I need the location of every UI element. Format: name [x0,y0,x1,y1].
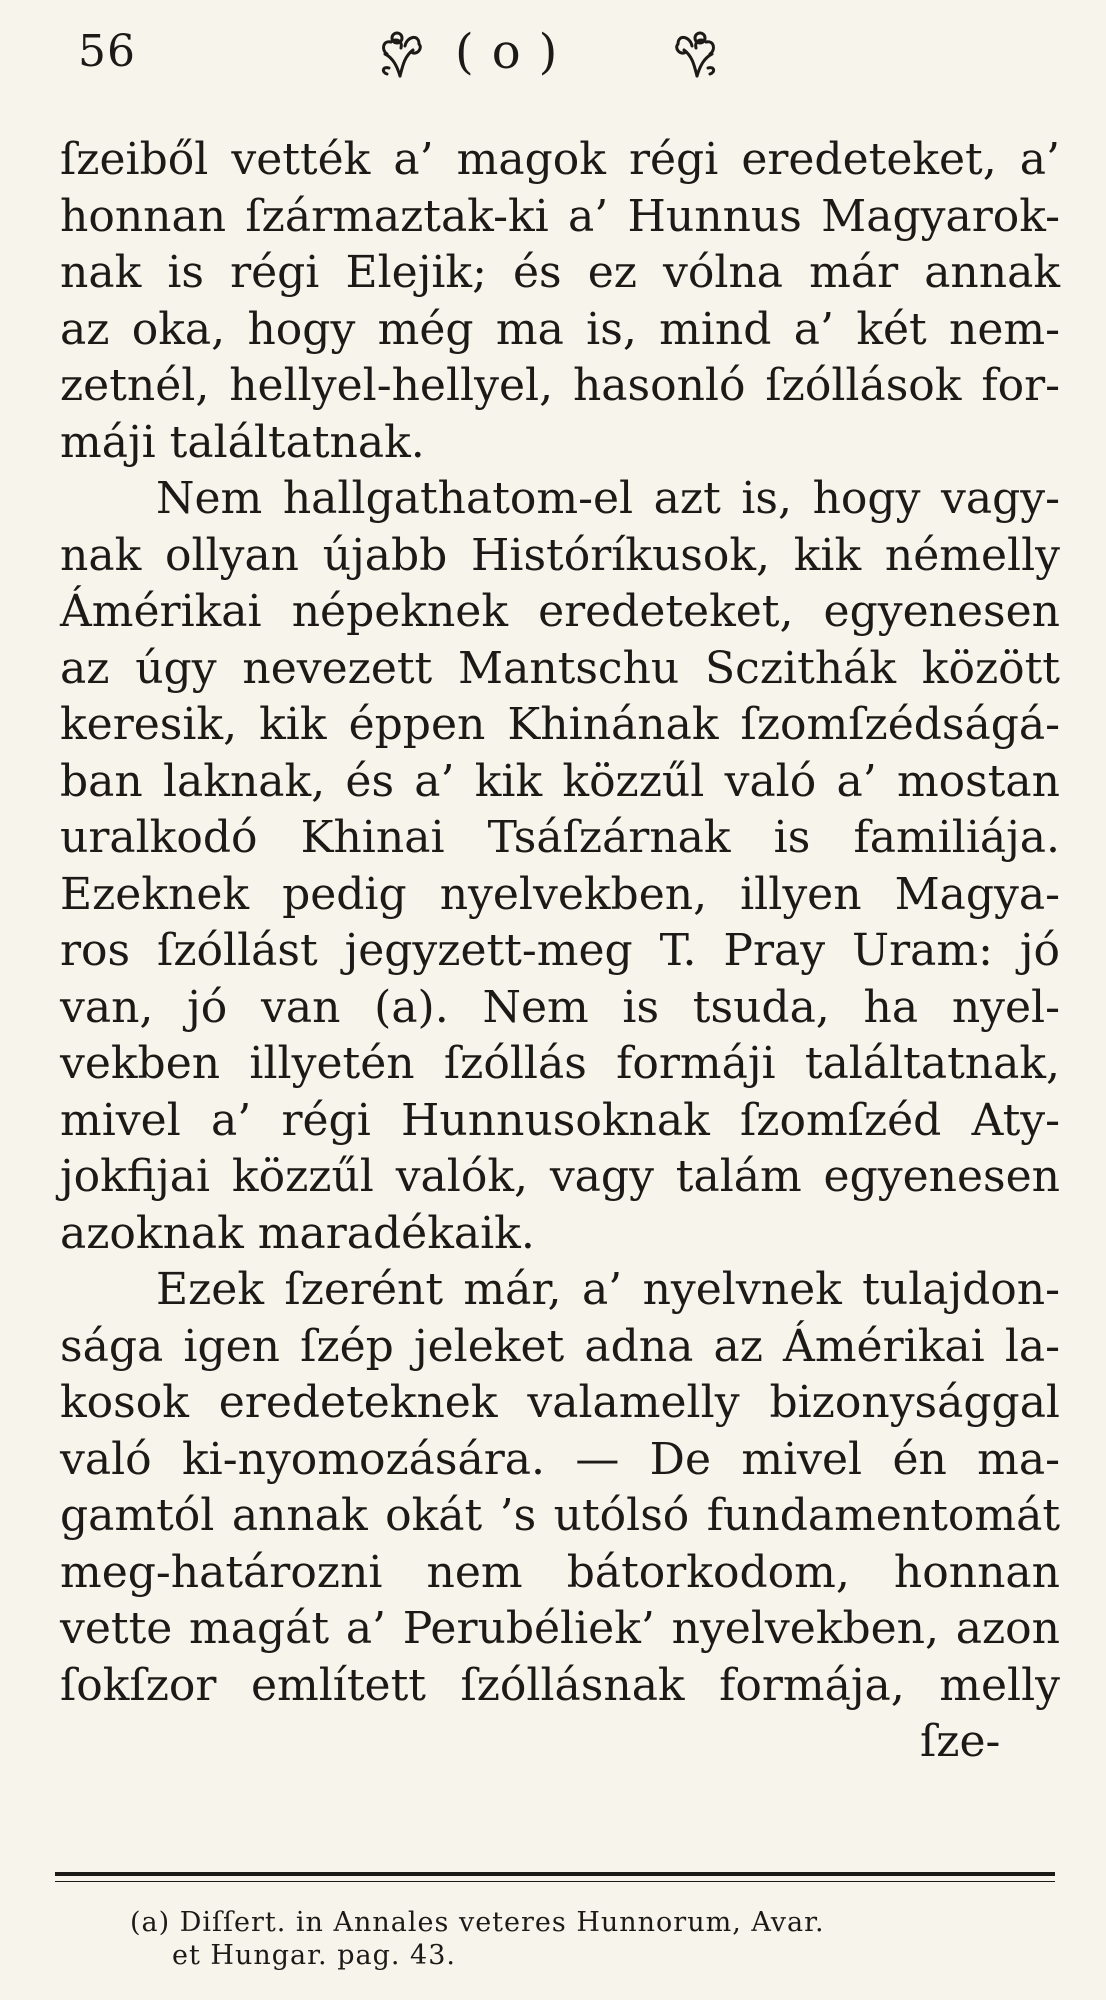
header-mark: (o) [455,24,576,80]
body-text [60,132,1060,1771]
text-line: sága igen ſzép jeleket adna az Ámérikai la- [60,1320,1060,1372]
text-line: ban laknak, és a’ kik közzűl való a’ mostan [60,755,1060,807]
text-line: jokfijai közzűl valók, vagy talám egyenesen [60,1151,1060,1202]
page-number: 56 [78,26,136,77]
text-line: való ki-nyomozására. — De mivel én ma- [60,1433,1060,1485]
floral-ornament-icon [375,28,425,80]
text-line: uralkodó Khinai Tsáſzárnak is familiája. [60,812,1060,863]
text-line: kosok eredeteknek valamelly bizonysággal [60,1377,1060,1428]
text-line: máji találtatnak. [60,416,425,468]
text-line: vette magát a’ Perubéliek’ nyelvekben, azon [60,1603,1060,1654]
footnote [130,1906,1050,1972]
text-line: Ámérikai népeknek eredeteket, egyenesen [60,586,1060,637]
text-line: ſzeiből vették a’ magok régi eredeteket, a’ [60,134,1060,185]
text-line: Ezeknek pedig nyelvekben, illyen Magya- [60,868,1060,920]
paragraph-start-line: Nem hallgathatom-el azt is, hogy vagy- [156,473,1060,524]
text-line: ſokſzor említett ſzóllásnak formája, melly [60,1659,1060,1711]
page-header [0,20,1106,100]
footnote-line: (a) Diſſert. in Annales veteres Hunnorum, Avar. [130,1907,825,1938]
text-line: meg-határozni nem bátorkodom, honnan [60,1546,1060,1598]
floral-ornament-icon [672,28,722,80]
text-line: nak ollyan újabb Históríkusok, kik némelly [60,529,1060,581]
paragraph-start-line: Ezek ſzerént már, a’ nyelvnek tulajdon- [156,1264,1060,1315]
text-line: ros ſzóllást jegyzett-meg T. Pray Uram: jó [60,925,1060,976]
text-line: az úgy nevezett Mantschu Sczithák között [60,642,1060,694]
text-line: nak is régi Elejik; és ez vólna már annak [60,247,1060,298]
text-line: van, jó van (a). Nem is tsuda, ha nyel- [60,981,1060,1033]
text-line: vekben illyetén ſzóllás formáji találtatnak, [60,1038,1060,1089]
text-line: keresik, kik éppen Khinának ſzomſzédságá- [60,699,1060,750]
text-line: honnan ſzármaztak-ki a’ Hunnus Magyarok- [60,190,1060,242]
text-line: mivel a’ régi Hunnusoknak ſzomſzéd Aty- [60,1094,1060,1146]
text-line: az oka, hogy még ma is, mind a’ két nem- [60,303,1060,355]
footnote-line: et Hungar. pag. 43. [172,1940,456,1971]
catchword: ſze- [920,1716,1001,1767]
text-line: azoknak maradékaik. [60,1207,535,1259]
text-line: gamtól annak okát ’s utólsó fundamentomát [60,1490,1060,1541]
text-line: zetnél, hellyel-hellyel, hasonló ſzóllások for- [60,360,1060,411]
footnote-divider [55,1872,1055,1882]
